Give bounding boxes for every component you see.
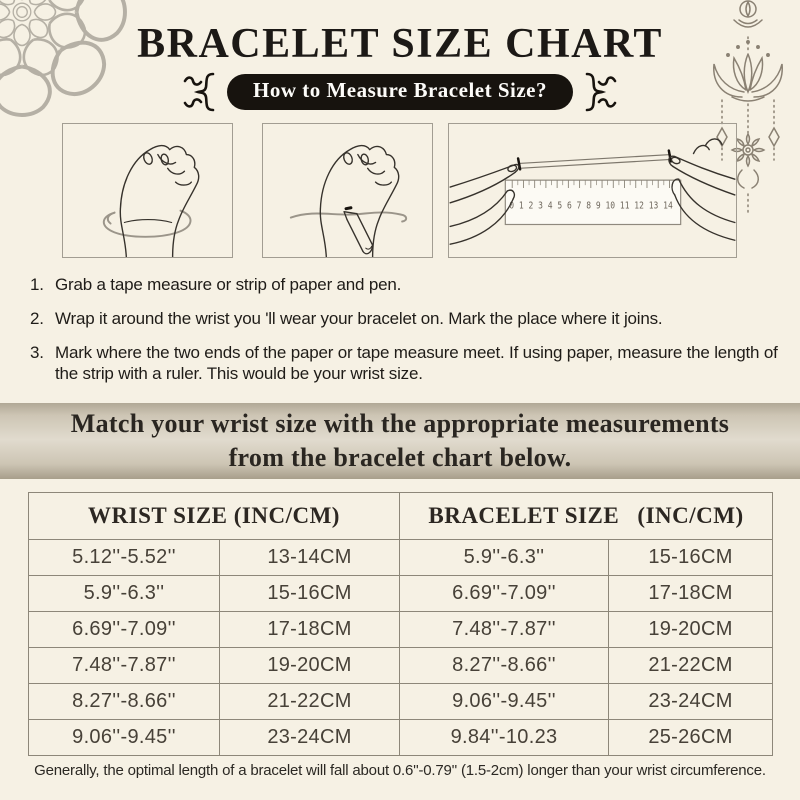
table-cell: 6.69''-7.09''	[400, 576, 609, 612]
table-cell: 19-20CM	[609, 612, 773, 648]
table-row	[29, 612, 773, 648]
table-cell: 21-22CM	[220, 684, 400, 720]
table-cell: 5.12''-5.52''	[29, 540, 220, 576]
banner-line-2: from the bracelet chart below.	[228, 443, 572, 472]
squiggle-brace-right-icon	[584, 71, 618, 113]
step-text: Grab a tape measure or strip of paper and pen.	[55, 275, 402, 294]
table-header-bracelet: BRACELET SIZE (INC/CM)	[400, 493, 773, 540]
mark-wrist-illustration	[262, 123, 433, 258]
instruction-step-1	[30, 274, 778, 296]
step-number: 1.	[30, 275, 44, 294]
squiggle-brace-left-icon	[182, 71, 216, 113]
footer-note: Generally, the optimal length of a bracelet will fall about 0.6''-0.79'' (1.5-2cm) longer than your wrist circumference.	[34, 762, 766, 779]
table-cell: 7.48''-7.87''	[29, 648, 220, 684]
page-title: BRACELET SIZE CHART	[137, 21, 663, 67]
table-cell: 23-24CM	[220, 720, 400, 756]
table-cell: 6.69''-7.09''	[29, 612, 220, 648]
table-cell: 5.9''-6.3''	[29, 576, 220, 612]
table-cell: 17-18CM	[609, 576, 773, 612]
instruction-list	[30, 274, 778, 397]
table-cell: 9.84''-10.23	[400, 720, 609, 756]
table-row	[29, 540, 773, 576]
step-number: 3.	[30, 342, 44, 362]
hand-pen-icon	[263, 124, 432, 257]
table-cell: 15-16CM	[220, 576, 400, 612]
step-text: Wrap it around the wrist you 'll wear your bracelet on. Mark the place where it joins.	[55, 308, 663, 328]
table-cell: 19-20CM	[220, 648, 400, 684]
measure-pill-row	[0, 71, 800, 113]
table-row	[29, 648, 773, 684]
hand-tape-icon	[63, 124, 232, 257]
ruler-numbers: 0 1 2 3 4 5 6 7 8 9 10 11 12 13 14	[509, 200, 673, 212]
table-cell: 9.06''-9.45''	[29, 720, 220, 756]
step-text: Mark where the two ends of the paper or tape measure meet. If using paper, measure the length of the strip with a ruler. This would be your wrist size.	[55, 342, 778, 384]
size-table	[28, 492, 773, 756]
instruction-step-2	[30, 308, 778, 330]
table-cell: 21-22CM	[609, 648, 773, 684]
instruction-step-3	[30, 342, 778, 386]
table-cell: 15-16CM	[609, 540, 773, 576]
table-cell: 7.48''-7.87''	[400, 612, 609, 648]
table-cell: 13-14CM	[220, 540, 400, 576]
ruler-measure-illustration	[448, 123, 737, 258]
table-cell: 8.27''-8.66''	[29, 684, 220, 720]
table-header-row	[29, 493, 773, 540]
table-cell: 5.9''-6.3''	[400, 540, 609, 576]
table-row	[29, 720, 773, 756]
step-number: 2.	[30, 308, 44, 328]
hands-ruler-icon	[449, 124, 736, 257]
table-row	[29, 684, 773, 720]
table-cell: 17-18CM	[220, 612, 400, 648]
banner-line-1: Match your wrist size with the appropriate measurements	[70, 408, 730, 438]
table-cell: 8.27''-8.66''	[400, 648, 609, 684]
table-row	[29, 576, 773, 612]
wrap-tape-illustration	[62, 123, 233, 258]
table-cell: 25-26CM	[609, 720, 773, 756]
measure-pill: How to Measure Bracelet Size?	[227, 74, 573, 110]
table-cell: 9.06''-9.45''	[400, 684, 609, 720]
table-header-wrist: WRIST SIZE (INC/CM)	[29, 493, 400, 540]
match-size-banner	[0, 403, 800, 479]
table-cell: 23-24CM	[609, 684, 773, 720]
